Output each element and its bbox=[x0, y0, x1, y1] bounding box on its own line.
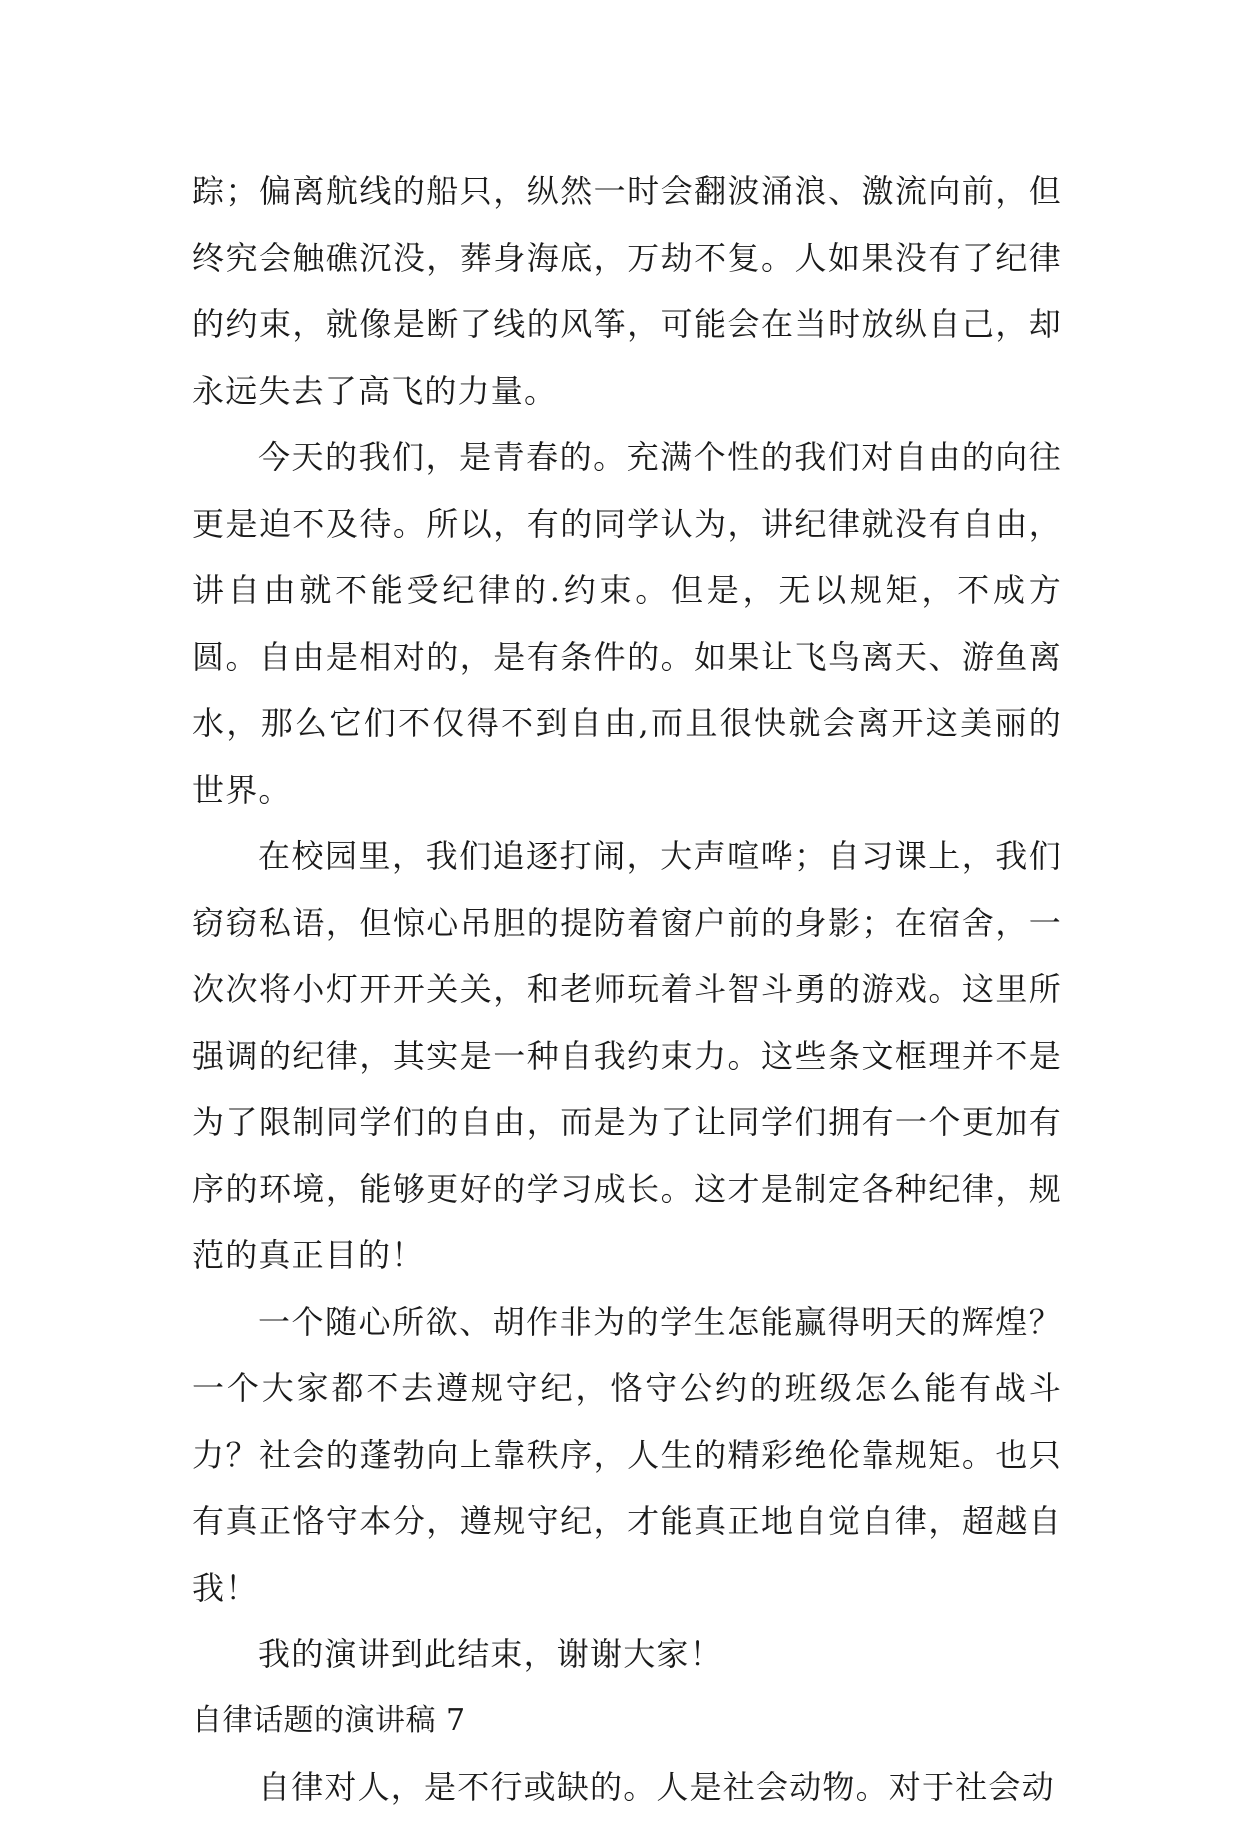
paragraph-1: 踪；偏离航线的船只，纵然一时会翻波涌浪、激流向前，但终究会触礁沉没，葬身海底，万劫不复。人如果没有了纪律的约束，就像是断了线的风筝，可能会在当时放纵自己，却永远失去了高飞的力量。 bbox=[192, 172, 1062, 410]
paragraph-3: 在校园里，我们追逐打闹，大声喧哗；自习课上，我们窃窃私语，但惊心吊胆的提防着窗户前的身影；在宿舍，一次次将小灯开开关关，和老师玩着斗智斗勇的游戏。这里所强调的纪律，其实是一种自我约束力。这些条文框理并不是为了限制同学们的自由，而是为了让同学们拥有一个更加有序的环境，能够更好的学习成长。这才是制定各种纪律，规范的真正目的！ bbox=[192, 837, 1062, 1274]
paragraph-6: 自律对人，是不行或缺的。人是社会动物。对于社会动 bbox=[258, 1768, 1055, 1806]
paragraph-5: 我的演讲到此结束，谢谢大家！ bbox=[258, 1635, 723, 1673]
section-heading: 自律话题的演讲稿 7 bbox=[192, 1702, 466, 1738]
document-body bbox=[192, 158, 1062, 1821]
paragraph-4: 一个随心所欲、胡作非为的学生怎能赢得明天的辉煌？一个大家都不去遵规守纪，恪守公约的班级怎么能有战斗力？社会的蓬勃向上靠秩序，人生的精彩绝伦靠规矩。也只有真正恪守本分，遵规守纪，才能真正地自觉自律，超越自我！ bbox=[192, 1302, 1062, 1607]
paragraph-2: 今天的我们，是青春的。充满个性的我们对自由的向往更是迫不及待。所以，有的同学认为，讲纪律就没有自由，讲自由就不能受纪律的.约束。但是，无以规矩，不成方圆。自由是相对的，是有条件的。如果让飞鸟离天、游鱼离水，那么它们不仅得不到自由,而且很快就会离开这美丽的世界。 bbox=[192, 438, 1062, 809]
